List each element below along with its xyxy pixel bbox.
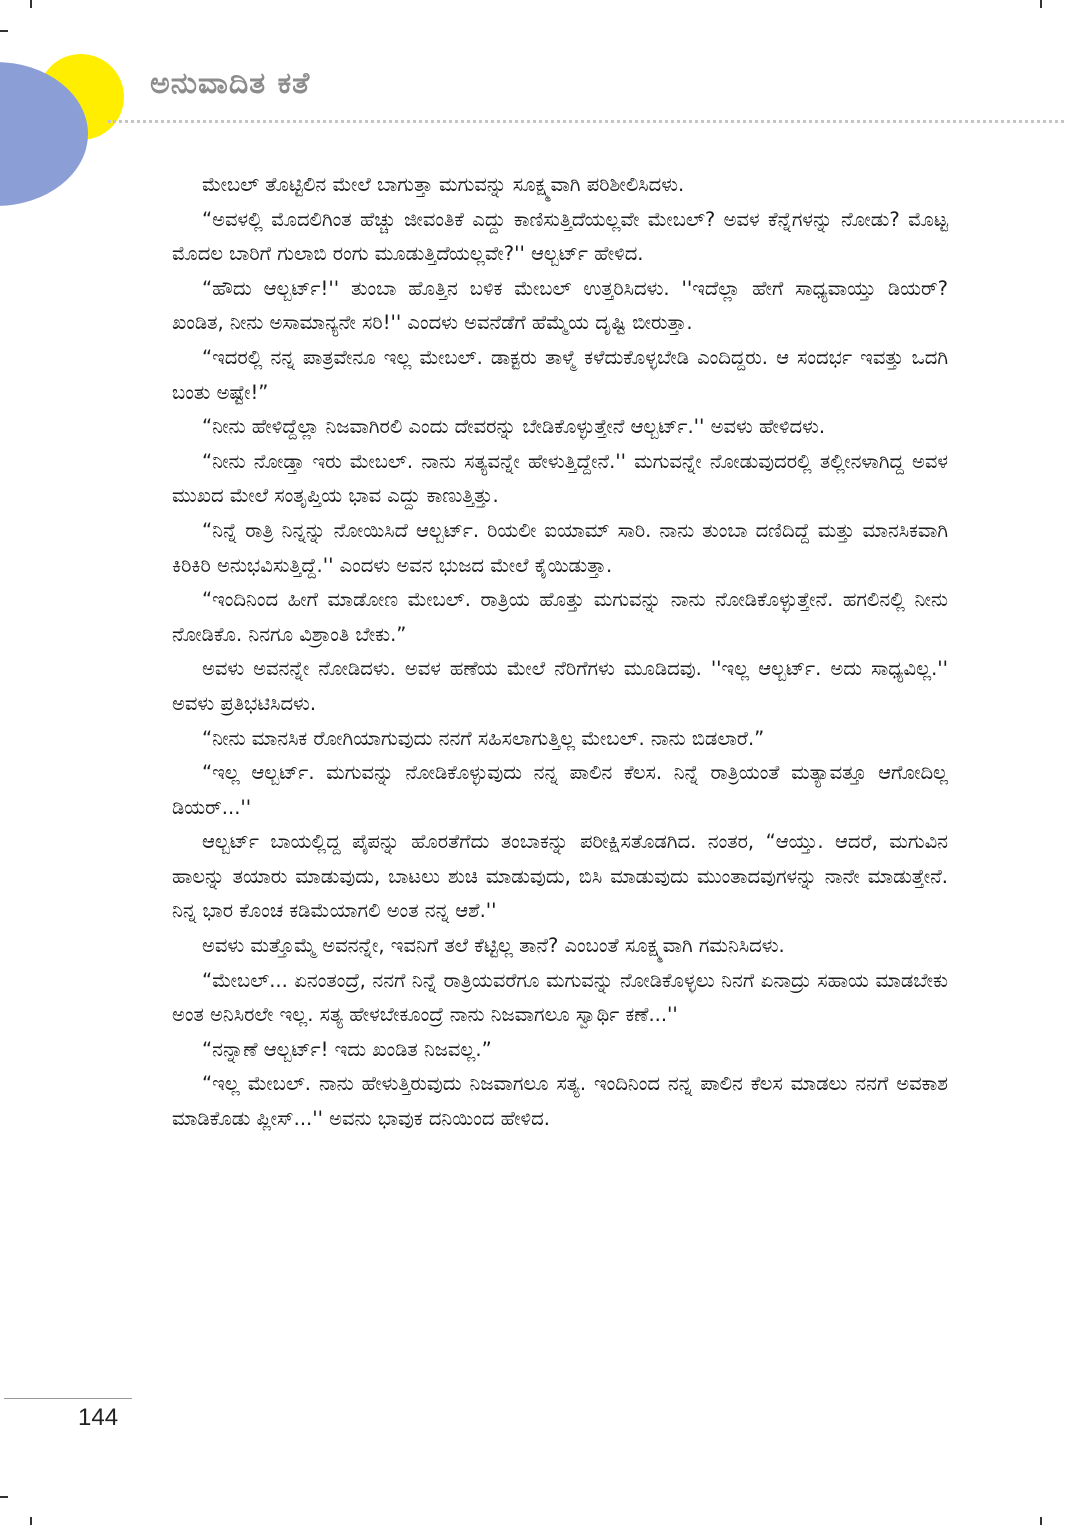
crop-mark-bottom-left-side [0,1496,8,1498]
paragraph: ಅವಳು ಮತ್ತೊಮ್ಮೆ ಅವನನ್ನೇ, ಇವನಿಗೆ ತಲೆ ಕೆಟ್ಟಿಲ್ಲ ತಾನೆ? ಎಂಬಂತೆ ಸೂಕ್ಷ್ಮವಾಗಿ ಗಮನಿಸಿದಳು. [202,934,785,958]
paragraph: “ಮೇಬಲ್... ಏನಂತಂದ್ರೆ, ನನಗೆ ನಿನ್ನೆ ರಾತ್ರಿಯವರೆಗೂ ಮಗುವನ್ನು ನೋಡಿಕೊಳ್ಳಲು ನಿನಗೆ ಏನಾದ್ರು ಸಹಾಯ ಮಾಡಬೇಕು ಅಂತ ಅನಿಸಿರಲೇ ಇಲ್ಲ. ಸತ್ಯ ಹೇಳಬೇಕೂಂದ್ರೆ ನಾನು ನಿಜವಾಗಲೂ ಸ್ವಾರ್ಥಿ ಕಣೆ...'' [172,968,948,1027]
section-title: ಅನುವಾದಿತ ಕತೆ [150,66,311,101]
crop-mark-bottom-right [1040,1517,1042,1525]
paragraph: ಮೇಬಲ್ ತೊಟ್ಟಿಲಿನ ಮೇಲೆ ಬಾಗುತ್ತಾ ಮಗುವನ್ನು ಸೂಕ್ಷ್ಮವಾಗಿ ಪರಿಶೀಲಿಸಿದಳು. [202,173,685,196]
footer-divider [4,1398,132,1399]
story-body [172,168,948,1137]
paragraph: “ಇಲ್ಲ ಮೇಬಲ್. ನಾನು ಹೇಳುತ್ತಿರುವುದು ನಿಜವಾಗಲೂ ಸತ್ಯ. ಇಂದಿನಿಂದ ನನ್ನ ಪಾಲಿನ ಕೆಲಸ ಮಾಡಲು ನನಗೆ ಅವಕಾಶ ಮಾಡಿಕೊಡು ಪ್ಲೀಸ್...'' ಅವನು ಭಾವುಕ ದನಿಯಿಂದ ಹೇಳಿದ. [172,1072,948,1131]
paragraph: “ನೀನು ಮಾನಸಿಕ ರೋಗಿಯಾಗುವುದು ನನಗೆ ಸಹಿಸಲಾಗುತ್ತಿಲ್ಲ ಮೇಬಲ್. ನಾನು ಬಿಡಲಾರೆ.” [202,726,765,750]
paragraph: “ಇಂದಿನಿಂದ ಹೀಗೆ ಮಾಡೋಣ ಮೇಬಲ್. ರಾತ್ರಿಯ ಹೊತ್ತು ಮಗುವನ್ನು ನಾನು ನೋಡಿಕೊಳ್ಳುತ್ತೇನೆ. ಹಗಲಿನಲ್ಲಿ ನೀನು ನೋಡಿಕೊ. ನಿನಗೂ ವಿಶ್ರಾಂತಿ ಬೇಕು.” [172,588,948,646]
paragraph: ಆಲ್ಬರ್ಟ್ ಬಾಯಲ್ಲಿದ್ದ ಪೈಪನ್ನು ಹೊರತೆಗೆದು ತಂಬಾಕನ್ನು ಪರೀಕ್ಷಿಸತೊಡಗಿದ. ನಂತರ, “ಆಯ್ತು. ಆದರೆ, ಮಗುವಿನ ಹಾಲನ್ನು ತಯಾರು ಮಾಡುವುದು, ಬಾಟಲು ಶುಚಿ ಮಾಡುವುದು, ಬಿಸಿ ಮಾಡುವುದು ಮುಂತಾದವುಗಳನ್ನು ನಾನೇ ಮಾಡುತ್ತೇನೆ. ನಿನ್ನ ಭಾರ ಕೊಂಚ ಕಡಿಮೆಯಾಗಲಿ ಅಂತ ನನ್ನ ಆಶೆ.'' [172,830,948,923]
crop-mark-bottom-left [30,1517,32,1525]
corner-decoration [0,0,140,210]
paragraph: ಅವಳು ಅವನನ್ನೇ ನೋಡಿದಳು. ಅವಳ ಹಣೆಯ ಮೇಲೆ ನೆರಿಗೆಗಳು ಮೂಡಿದವು. ''ಇಲ್ಲ ಆಲ್ಬರ್ಟ್. ಅದು ಸಾಧ್ಯವಿಲ್ಲ.'' ಅವಳು ಪ್ರತಿಭಟಿಸಿದಳು. [172,657,948,715]
paragraph: “ಇದರಲ್ಲಿ ನನ್ನ ಪಾತ್ರವೇನೂ ಇಲ್ಲ ಮೇಬಲ್. ಡಾಕ್ಟರು ತಾಳ್ಮೆ ಕಳೆದುಕೊಳ್ಳಬೇಡಿ ಎಂದಿದ್ದರು. ಆ ಸಂದರ್ಭ ಇವತ್ತು ಒದಗಿ ಬಂತು ಅಷ್ಟೇ!” [172,345,948,404]
paragraph: “ನೀನು ಹೇಳಿದ್ದೆಲ್ಲಾ ನಿಜವಾಗಿರಲಿ ಎಂದು ದೇವರನ್ನು ಬೇಡಿಕೊಳ್ಳುತ್ತೇನೆ ಆಲ್ಬರ್ಟ್.'' ಅವಳು ಹೇಳಿದಳು. [202,415,826,439]
paragraph: “ಇಲ್ಲ ಆಲ್ಬರ್ಟ್. ಮಗುವನ್ನು ನೋಡಿಕೊಳ್ಳುವುದು ನನ್ನ ಪಾಲಿನ ಕೆಲಸ. ನಿನ್ನೆ ರಾತ್ರಿಯಂತೆ ಮತ್ಯಾವತ್ತೂ ಆಗೋದಿಲ್ಲ ಡಿಯರ್...'' [172,761,948,819]
header-dotted-divider [108,120,1064,123]
page-number: 144 [78,1404,119,1431]
paragraph: “ನನ್ನಾಣೆ ಆಲ್ಬರ್ಟ್! ಇದು ಖಂಡಿತ ನಿಜವಲ್ಲ.” [202,1037,492,1061]
paragraph: “ಅವಳಲ್ಲಿ ಮೊದಲಿಗಿಂತ ಹೆಚ್ಚು ಜೀವಂತಿಕೆ ಎದ್ದು ಕಾಣಿಸುತ್ತಿದೆಯಲ್ಲವೇ ಮೇಬಲ್? ಅವಳ ಕೆನ್ನೆಗಳನ್ನು ನೋಡು? ಮೊಟ್ಟ ಮೊದಲ ಬಾರಿಗೆ ಗುಲಾಬಿ ರಂಗು ಮೂಡುತ್ತಿದೆಯಲ್ಲವೇ?'' ಆಲ್ಬರ್ಟ್ ಹೇಳಿದ. [172,207,948,266]
paragraph: “ನಿನ್ನೆ ರಾತ್ರಿ ನಿನ್ನನ್ನು ನೋಯಿಸಿದೆ ಆಲ್ಬರ್ಟ್. ರಿಯಲೀ ಐಯಾಮ್ ಸಾರಿ. ನಾನು ತುಂಬಾ ದಣಿದಿದ್ದೆ ಮತ್ತು ಮಾನಸಿಕವಾಗಿ ಕಿರಿಕಿರಿ ಅನುಭವಿಸುತ್ತಿದ್ದೆ.'' ಎಂದಳು ಅವನ ಭುಜದ ಮೇಲೆ ಕೈಯಿಡುತ್ತಾ. [172,518,948,577]
paragraph: “ನೀನು ನೋಡ್ತಾ ಇರು ಮೇಬಲ್. ನಾನು ಸತ್ಯವನ್ನೇ ಹೇಳುತ್ತಿದ್ದೇನೆ.'' ಮಗುವನ್ನೇ ನೋಡುವುದರಲ್ಲಿ ತಲ್ಲೀನಳಾಗಿದ್ದ ಅವಳ ಮುಖದ ಮೇಲೆ ಸಂತೃಪ್ತಿಯ ಭಾವ ಎದ್ದು ಕಾಣುತ್ತಿತ್ತು. [172,449,948,508]
paragraph: “ಹೌದು ಆಲ್ಬರ್ಟ್!'' ತುಂಬಾ ಹೊತ್ತಿನ ಬಳಿಕ ಮೇಬಲ್ ಉತ್ತರಿಸಿದಳು. ''ಇದೆಲ್ಲಾ ಹೇಗೆ ಸಾಧ್ಯವಾಯ್ತು ಡಿಯರ್? ಖಂಡಿತ, ನೀನು ಅಸಾಮಾನ್ಯನೇ ಸರಿ!'' ಎಂದಳು ಅವನೆಡೆಗೆ ಹೆಮ್ಮೆಯ ದೃಷ್ಟಿ ಬೀರುತ್ತಾ. [172,276,948,335]
crop-mark-top-right [1040,0,1042,8]
